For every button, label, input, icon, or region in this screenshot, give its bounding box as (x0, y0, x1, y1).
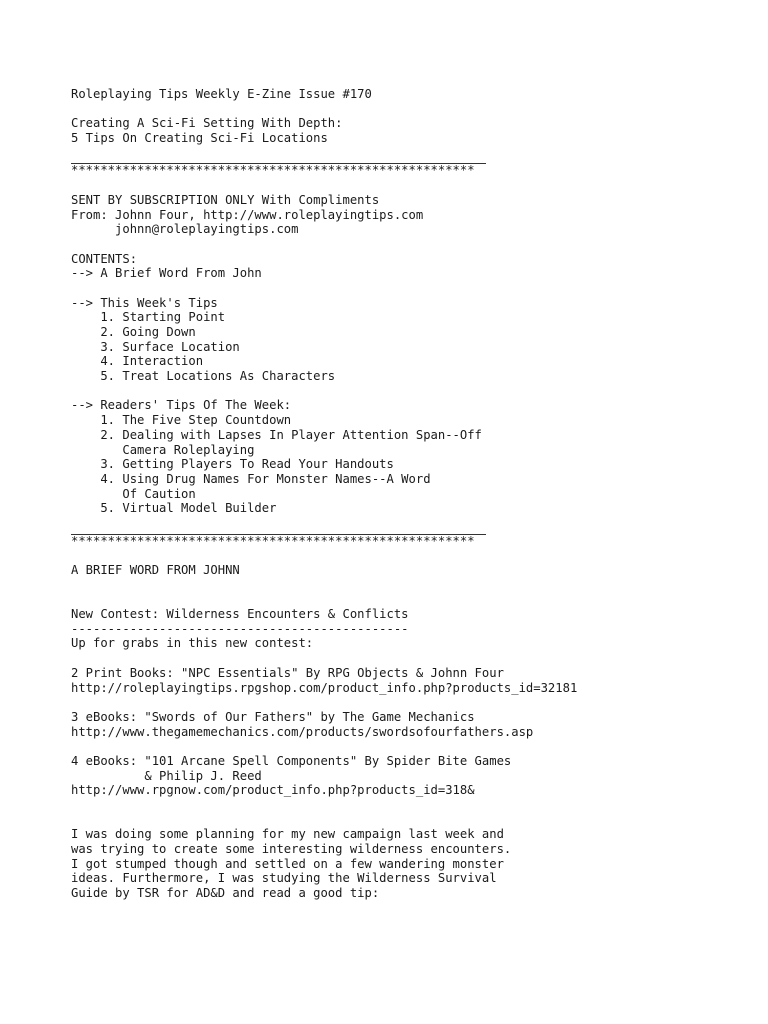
contest-intro: Up for grabs in this new contest: (71, 636, 314, 651)
tip-item: 4. Interaction (71, 354, 204, 369)
issue-subtitle: 5 Tips On Creating Sci-Fi Locations (71, 131, 328, 146)
contents-item: --> Readers' Tips Of The Week: (71, 398, 292, 413)
reader-tip-item: 5. Virtual Model Builder (71, 501, 277, 516)
divider-stars: ******************************************************* (71, 163, 475, 178)
tip-item: 5. Treat Locations As Characters (71, 369, 336, 384)
contents-heading: CONTENTS: (71, 251, 138, 266)
body-paragraph-line: Guide by TSR for AD&D and read a good tip: (71, 886, 380, 901)
section-heading: A BRIEF WORD FROM JOHNN (71, 563, 240, 577)
prize-description: & Philip J. Reed (71, 768, 262, 783)
reader-tip-item: Camera Roleplaying (71, 442, 255, 457)
prize-description: 3 eBooks: "Swords of Our Fathers" by The Game Mechanics (71, 709, 475, 724)
body-paragraph-line: I was doing some planning for my new campaign last week and (71, 827, 504, 842)
prize-link: http://www.rpgnow.com/product_info.php?products_id=318& (71, 783, 475, 798)
sender-from: From: Johnn Four, http://www.roleplayingtips.com (71, 207, 424, 222)
body-paragraph-line: was trying to create some interesting wilderness encounters. (71, 842, 512, 857)
reader-tip-item: 3. Getting Players To Read Your Handouts (71, 457, 394, 472)
reader-tip-item: 1. The Five Step Countdown (71, 413, 292, 428)
prize-description: 4 eBooks: "101 Arcane Spell Components" By Spider Bite Games (71, 753, 512, 768)
divider-stars: ******************************************************* (71, 533, 475, 548)
contest-underline: ---------------------------------------------- (71, 621, 409, 636)
tip-item: 2. Going Down (71, 325, 196, 339)
body-paragraph-line: ideas. Furthermore, I was studying the Wilderness Survival (71, 871, 497, 886)
reader-tip-item: 2. Dealing with Lapses In Player Attention Span--Off (71, 427, 482, 442)
issue-subtitle: Creating A Sci-Fi Setting With Depth: (71, 116, 343, 131)
contents-item: --> A Brief Word From John (71, 266, 262, 281)
sender-email: johnn@roleplayingtips.com (71, 222, 299, 237)
prize-link: http://www.thegamemechanics.com/products/swordsofourfathers.asp (71, 724, 534, 739)
issue-title: Roleplaying Tips Weekly E-Zine Issue #170 (71, 87, 372, 101)
tip-item: 1. Starting Point (71, 310, 226, 325)
reader-tip-item: Of Caution (71, 486, 196, 501)
prize-description: 2 Print Books: "NPC Essentials" By RPG Objects & Johnn Four (71, 665, 504, 680)
body-paragraph-line: I got stumped though and settled on a few wandering monster (71, 856, 504, 871)
prize-link: http://roleplayingtips.rpgshop.com/product_info.php?products_id=32181 (71, 680, 578, 695)
contents-item: --> This Week's Tips (71, 295, 218, 310)
subscription-note: SENT BY SUBSCRIPTION ONLY With Compliments (71, 192, 380, 207)
reader-tip-item: 4. Using Drug Names For Monster Names--A Word (71, 471, 431, 486)
contest-title: New Contest: Wilderness Encounters & Conflicts (71, 607, 409, 622)
tip-item: 3. Surface Location (71, 339, 240, 354)
ezine-document (71, 87, 731, 901)
